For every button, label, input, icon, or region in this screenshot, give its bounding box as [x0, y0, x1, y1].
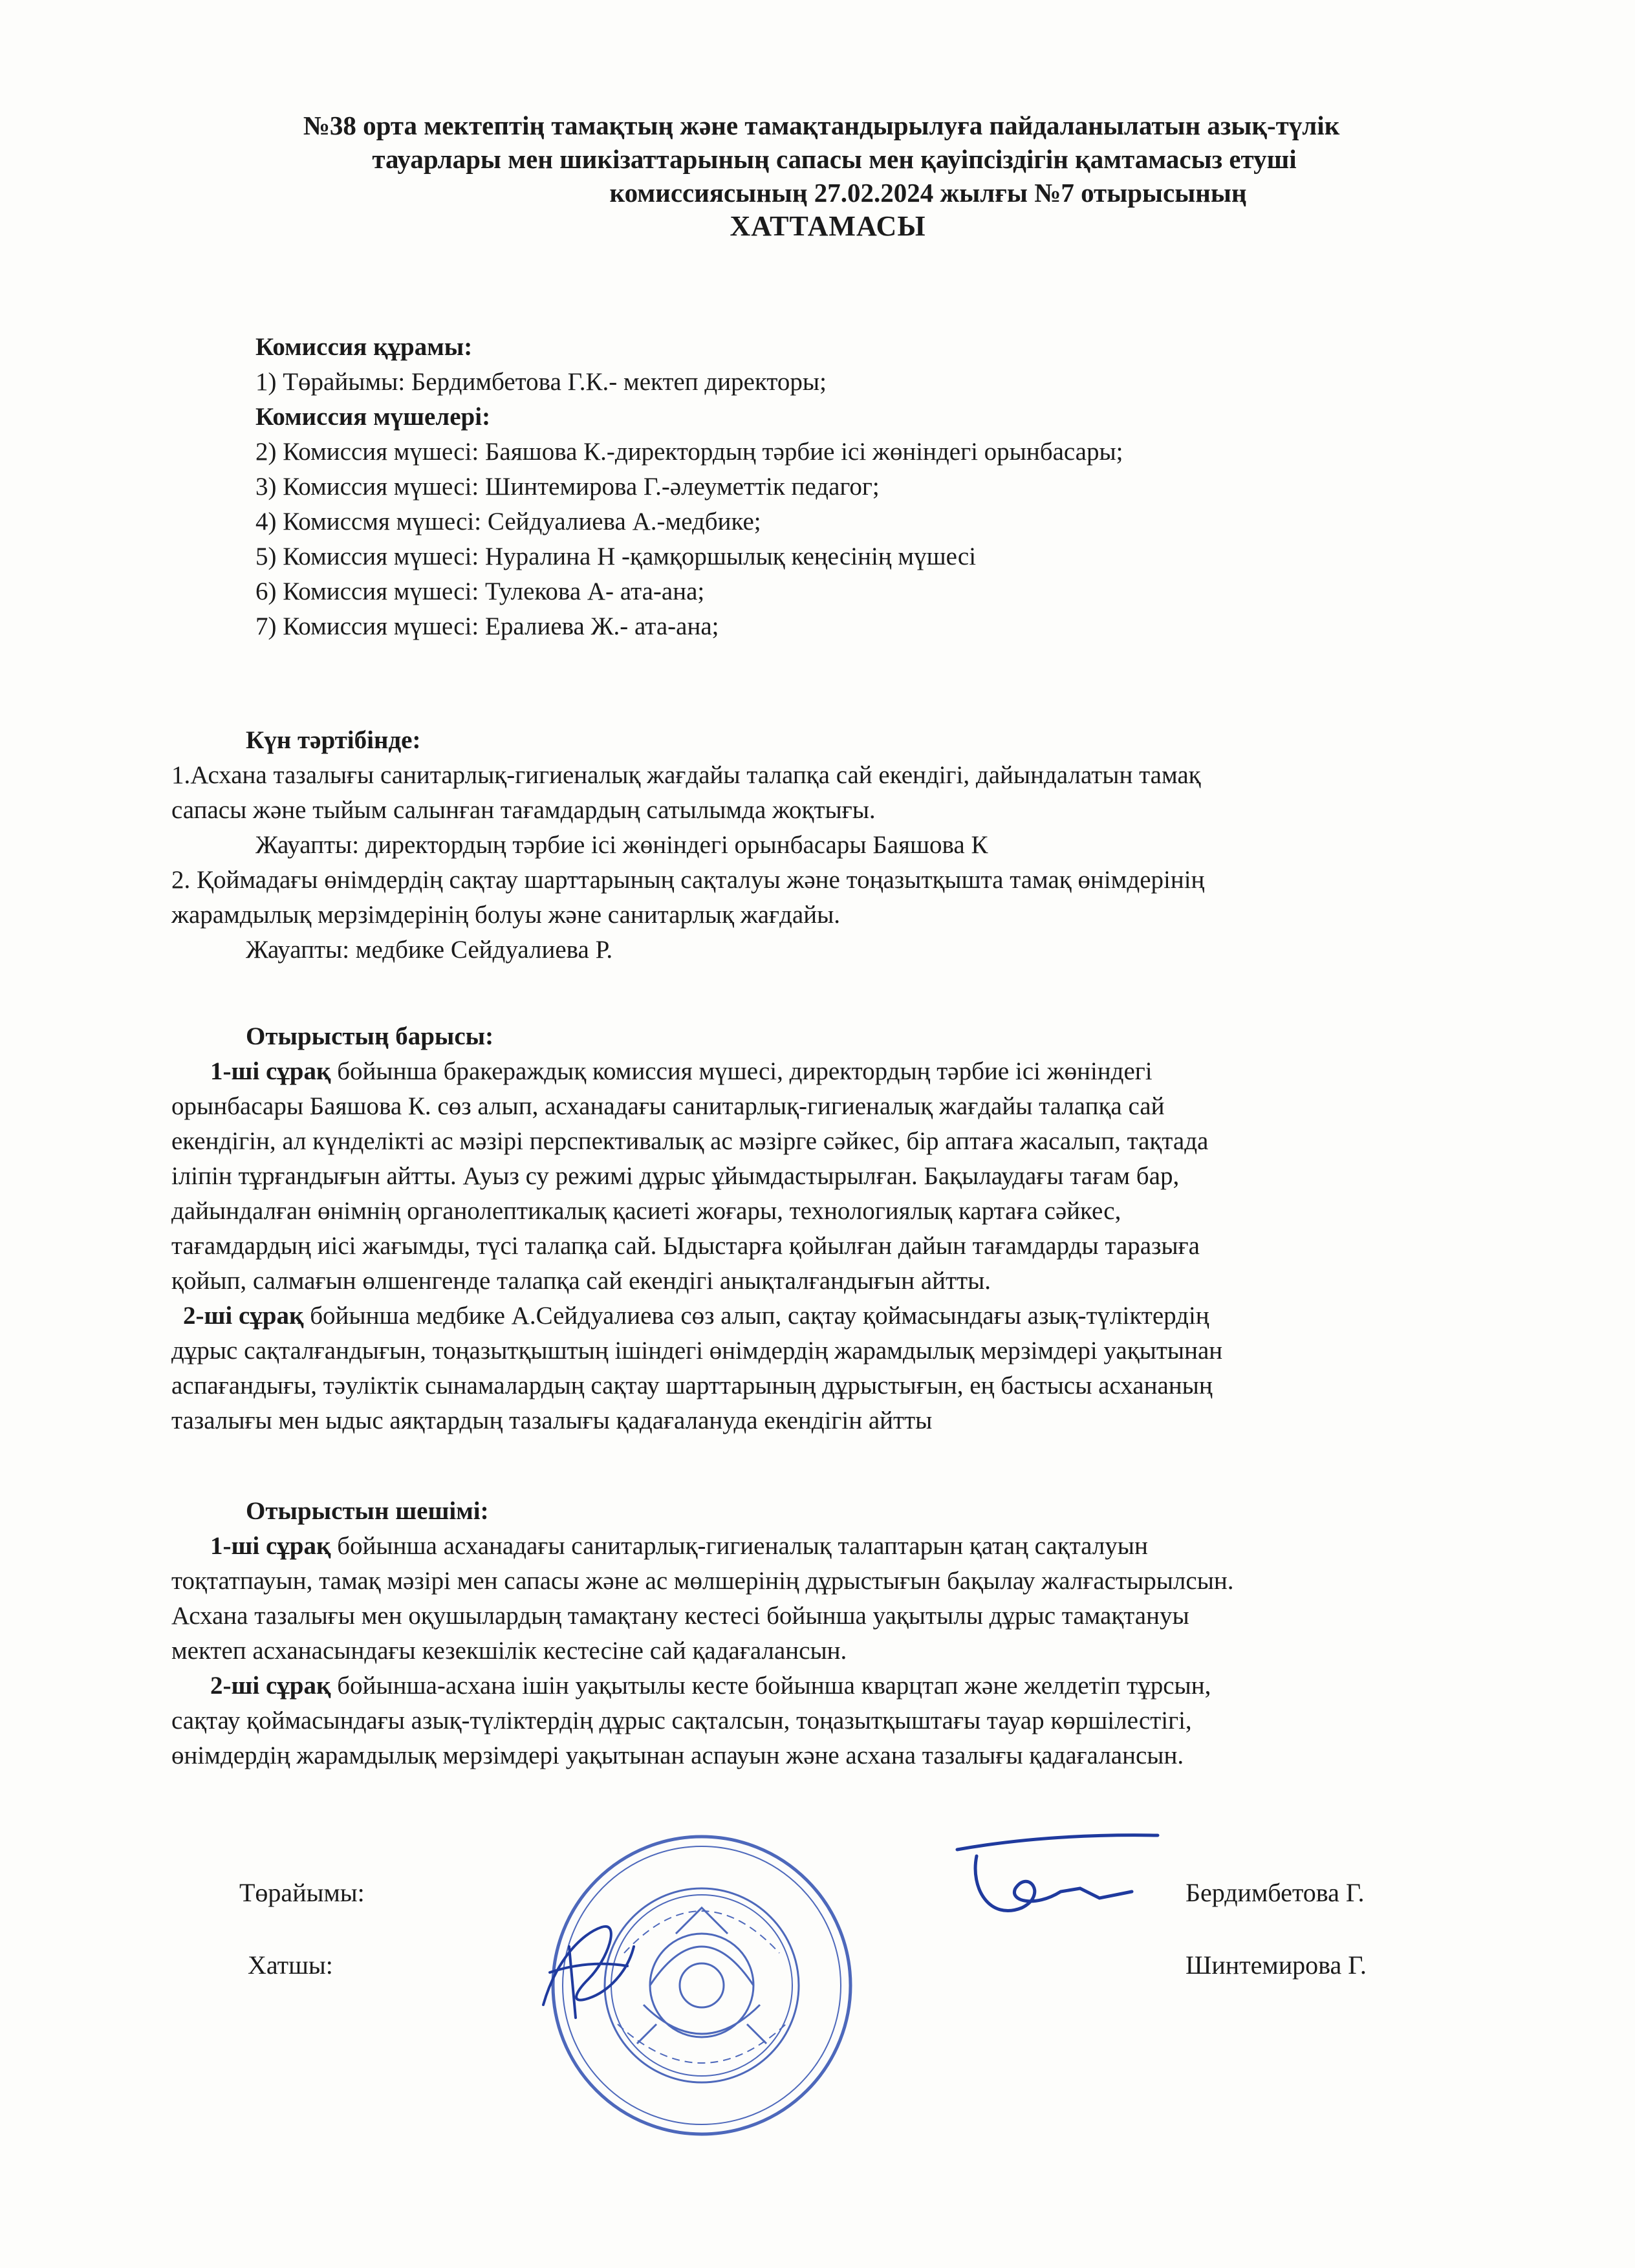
progress-heading: Отырыстың барысы: — [246, 1022, 494, 1050]
meeting-progress-section — [171, 1019, 1491, 1438]
document-title — [129, 109, 1513, 243]
decision-paragraph-line — [171, 1529, 1491, 1564]
paragraph-text: екендігін, ал күнделікті ас мәзірі перспективалық ас мәзірге сәйкес, бір аптаға жасалып, тақтада — [171, 1127, 1209, 1155]
member-entry: 5) Комиссия мүшесі: Нуралина Н -қамқоршылық кеңесінің мүшесі — [255, 543, 977, 570]
commission-composition — [171, 330, 1491, 644]
paragraph-text: іліпін тұрғандығын айтты. Ауыз су режимі дұрыс ұйымдастырылған. Бақылаудағы тағам бар, — [171, 1162, 1180, 1190]
paragraph-text: өнімдердің жарамдылық мерзімдері уақытынан аспауын және асхана тазалығы қадағалансын. — [171, 1742, 1184, 1769]
question-label: 2-ші сұрақ — [210, 1672, 331, 1700]
paragraph-text: орынбасары Баяшова К. сөз алып, асханадағы санитарлық-гигиеналық жағдайы талапқа сай — [171, 1092, 1165, 1120]
chair-entry: 1) Төрайымы: Бердимбетова Г.К.- мектеп директоры; — [255, 368, 827, 396]
paragraph-text: қойып, салмағын өлшенгенде талапқа сай екендігі анықталғандығын айтты. — [171, 1267, 991, 1295]
paragraph-text: сақтау қоймасындағы азық-түліктердің дұрыс сақталсын, тоңазытқыштағы тауар көршілестігі, — [171, 1707, 1192, 1734]
secretary-name: Шинтемирова Г. — [1186, 1950, 1367, 1980]
paragraph-text: тағамдардың иісі жағымды, түсі талапқа сай. Ыдыстарға қойылған дайын тағамдарды таразыға — [171, 1232, 1200, 1260]
paragraph-text: бойынша бракераждық комиссия мүшесі, директордың тәрбие ісі жөніндегі — [330, 1057, 1153, 1085]
member-entry: 6) Комиссия мүшесі: Тулекова А- ата-ана; — [255, 578, 705, 605]
agenda-item: 2. Қоймадағы өнімдердің сақтау шарттарының сақталуы және тоңазытқышта тамақ өнімдерінің — [171, 866, 1205, 894]
title-line: комиссиясының 27.02.2024 жылғы №7 отырысының — [609, 178, 1247, 208]
composition-heading: Комиссия құрамы: — [255, 333, 473, 361]
paragraph-text: Асхана тазалығы мен оқушылардың тамақтану кестесі бойынша уақытылы дұрыс тамақтануы — [171, 1602, 1189, 1630]
meeting-decision-section — [171, 1494, 1491, 1773]
member-entry: 7) Комиссия мүшесі: Ералиева Ж.- ата-ана; — [255, 612, 719, 640]
member-entry: 2) Комиссия мүшесі: Баяшова К.-директордың тәрбие ісі жөніндегі орынбасары; — [255, 438, 1123, 466]
chair-name: Бердимбетова Г. — [1186, 1878, 1365, 1907]
agenda-item: 1.Асхана тазалығы санитарлық-гигиеналық жағдайы талапқа сай екендігі, дайындалатын тамақ — [171, 761, 1201, 789]
member-entry: 3) Комиссия мүшесі: Шинтемирова Г.-әлеуметтік педагог; — [255, 473, 880, 501]
paragraph-text: тазалығы мен ыдыс аяқтардың тазалығы қадағалануда екендігін айтты — [171, 1407, 933, 1434]
paragraph-text: бойынша медбике А.Сейдуалиева сөз алып, сақтау қоймасындағы азық-түліктердің — [303, 1302, 1209, 1330]
secretary-signature — [530, 1908, 647, 2031]
paragraph-text: бойынша асханадағы санитарлық-гигиеналық талаптарын қатаң сақталуын — [330, 1532, 1148, 1560]
paragraph-text: бойынша-асхана ішін уақытылы кесте бойынша кварцтап және желдетіп тұрсын, — [330, 1672, 1211, 1700]
members-heading: Комиссия мүшелері: — [255, 403, 491, 431]
question-label: 2-ші сұрақ — [183, 1302, 304, 1330]
agenda-item: жарамдылық мерзімдерінің болуы және санитарлық жағдайы. — [171, 901, 841, 929]
paragraph-text: дұрыс сақталғандығын, тоңазытқыштың ішіндегі өнімдердің жарамдылық мерзімдері уақытынан — [171, 1337, 1223, 1365]
chair-label: Төрайымы: — [239, 1878, 365, 1907]
question-label: 1-ші сұрақ — [210, 1057, 331, 1085]
question-label: 1-ші сұрақ — [210, 1532, 331, 1560]
paragraph-text: дайындалған өнімнің органолептикалық қасиеті жоғары, технологиялық картаға сәйкес, — [171, 1197, 1121, 1225]
progress-paragraph-line — [171, 1299, 1491, 1334]
title-protocol: ХАТТАМАСЫ — [730, 210, 926, 242]
progress-paragraph-line — [171, 1054, 1491, 1089]
agenda-heading: Күн тәртібінде: — [246, 726, 421, 754]
title-line: тауарлары мен шикізаттарының сапасы мен қауіпсіздігін қамтамасыз етуші — [372, 144, 1297, 174]
member-entry: 4) Комиссмя мүшесі: Сейдуалиева А.-медбике; — [255, 508, 761, 535]
agenda-responsible: Жауапты: директордың тәрбие ісі жөніндегі орынбасары Баяшова К — [255, 831, 988, 859]
chair-signature — [951, 1830, 1164, 1934]
decision-paragraph-line — [171, 1669, 1491, 1703]
agenda-responsible: Жауапты: медбике Сейдуалиева Р. — [246, 936, 613, 964]
agenda-section — [171, 723, 1491, 967]
secretary-label: Хатшы: — [248, 1950, 333, 1980]
paragraph-text: мектеп асханасындағы кезекшілік кестесіне сай қадағалансын. — [171, 1637, 847, 1665]
decision-heading: Отырыстын шешімі: — [246, 1497, 489, 1525]
title-line: №38 орта мектептің тамақтың және тамақтандырылуға пайдаланылатын азық-түлік — [303, 111, 1340, 140]
paragraph-text: тоқтатпауын, тамақ мәзірі мен сапасы және ас мөлшерінің дұрыстығын бақылау жалғастырылсын. — [171, 1567, 1234, 1595]
agenda-item: сапасы және тыйым салынған тағамдардың сатылымда жоқтығы. — [171, 796, 876, 824]
paragraph-text: аспағандығы, тәуліктік сынамалардың сақтау шарттарының дұрыстығын, ең бастысы асхананың — [171, 1372, 1213, 1399]
